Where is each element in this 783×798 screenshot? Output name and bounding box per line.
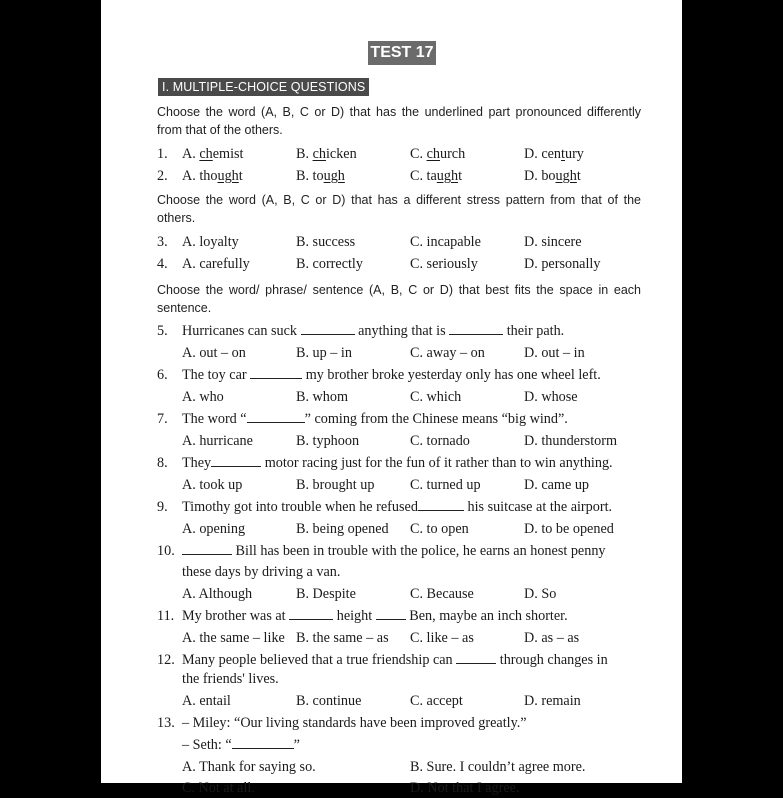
option-12c[interactable]: C. accept	[410, 693, 463, 709]
question-12-stem: Many people believed that a true friendship can through changes in	[182, 652, 608, 668]
option-4d[interactable]: D. personally	[524, 256, 601, 272]
answer-blank	[456, 651, 496, 664]
option-3b[interactable]: B. success	[296, 234, 356, 250]
option-13a[interactable]: A. Thank for saying so.	[182, 759, 316, 775]
option-7b[interactable]: B. typhoon	[296, 433, 360, 449]
option-6d[interactable]: D. whose	[524, 389, 578, 405]
option-8d[interactable]: D. came up	[524, 477, 590, 493]
option-4c[interactable]: C. seriously	[410, 256, 478, 272]
question-6-stem: The toy car my brother broke yesterday only has one wheel left.	[182, 367, 601, 383]
answer-blank	[250, 366, 302, 379]
option-1d[interactable]: D. century	[524, 146, 584, 162]
answer-blank	[449, 322, 503, 335]
option-6b[interactable]: B. whom	[296, 389, 349, 405]
question-13-stem: – Miley: “Our living standards have been improved greatly.”	[182, 715, 527, 731]
option-10d[interactable]: D. So	[524, 586, 557, 602]
option-13b[interactable]: B. Sure. I couldn’t agree more.	[410, 759, 586, 775]
question-9-stem: Timothy got into trouble when he refused his suitcase at the airport.	[182, 499, 613, 515]
option-10b[interactable]: B. Despite	[296, 586, 356, 602]
option-5b[interactable]: B. up – in	[296, 345, 352, 361]
instruction-stress: Choose the word (A, B, C or D) that has a different stress pattern from that of the others.	[157, 193, 641, 225]
option-2d[interactable]: D. bought	[524, 168, 581, 184]
option-1c[interactable]: C. church	[410, 146, 466, 162]
option-2a[interactable]: A. thought	[182, 168, 243, 184]
option-13d[interactable]: D. Not that I agree.	[410, 780, 520, 796]
option-6a[interactable]: A. who	[182, 389, 224, 405]
option-9c[interactable]: C. to open	[410, 521, 469, 537]
option-9b[interactable]: B. being opened	[296, 521, 389, 537]
option-13c[interactable]: C. Not at all.	[182, 780, 255, 796]
option-5a[interactable]: A. out – on	[182, 345, 246, 361]
option-9d[interactable]: D. to be opened	[524, 521, 614, 537]
option-1b[interactable]: B. chicken	[296, 146, 357, 162]
test-page: TEST 17 I. MULTIPLE-CHOICE QUESTIONS Choose the word (A, B, C or D) that has the underlined part pronounced differently from that of the others. 1. A. chemist B. chicken C. church D. century 2. A. thought B. tough C. taught D. bought Choose the word (A, B, C or D) that has a different stress pattern from that of the others. 3. A. loyalty B. success C. incapable D. sincere 4. A. carefully B. correctly C. seriously D. personally Choose the word/ phrase/ sentence (A, B, C or D) that best fits the space in each sentence. 5. Hurricanes can suck anything that is their path. A. out – on B. up – in C. away – on D. out – in 6. The toy car my brother broke yesterday only has one wheel left. A. who B. whom C. which D. whose 7. The word “ ” coming from the Chinese means “big wind”. A. hurricane B. typhoon C. tornado D. thunderstorm 8. They motor racing just for the fun of it rather than to win anything. A. took up B. brought up C. turned up D. came up 9. Timothy got into trouble when he refused his suitcase at the airport. A. opening B. being opened C. to open D. to be opened 10. Bill has been in trouble with the police, he earns an honest penny these days by driving a van. A. Although B. Despite C. Because D. So 11. My brother was at height Ben, maybe an inch shorter. A. the same – like B. the same – as C. like – as D. as – as 12. Many people believed that a true friendship can through changes in the friends' lives. A. entail B. continue C. accept D. remain 13. – Miley: “Our living standards have been improved greatly.” – Seth: “ ” A. Thank for saying so. B. Sure. I couldn’t agree more. C. Not at all. D. Not that I agree.	[101, 0, 682, 783]
answer-blank	[182, 542, 232, 555]
answer-blank	[289, 607, 333, 620]
option-11b[interactable]: B. the same – as	[296, 630, 389, 646]
question-7-stem: The word “ ” coming from the Chinese means “big wind”.	[182, 411, 568, 427]
option-4a[interactable]: A. carefully	[182, 256, 250, 272]
question-5-stem: Hurricanes can suck anything that is their path.	[182, 323, 565, 339]
option-7c[interactable]: C. tornado	[410, 433, 470, 449]
option-7a[interactable]: A. hurricane	[182, 433, 253, 449]
option-8a[interactable]: A. took up	[182, 477, 243, 493]
option-11d[interactable]: D. as – as	[524, 630, 580, 646]
option-3c[interactable]: C. incapable	[410, 234, 481, 250]
option-11c[interactable]: C. like – as	[410, 630, 474, 646]
option-10a[interactable]: A. Although	[182, 586, 253, 602]
option-8c[interactable]: C. turned up	[410, 477, 481, 493]
option-12a[interactable]: A. entail	[182, 693, 231, 709]
option-7d[interactable]: D. thunderstorm	[524, 433, 617, 449]
instruction-pronunciation: Choose the word (A, B, C or D) that has the underlined part pronounced differently from that of the others.	[157, 105, 641, 137]
instruction-fill-gap: Choose the word/ phrase/ sentence (A, B, C or D) that best fits the space in each sentence.	[157, 283, 641, 315]
option-3a[interactable]: A. loyalty	[182, 234, 239, 250]
option-5d[interactable]: D. out – in	[524, 345, 585, 361]
answer-blank	[376, 607, 406, 620]
option-10c[interactable]: C. Because	[410, 586, 474, 602]
option-1a[interactable]: A. chemist	[182, 146, 244, 162]
option-4b[interactable]: B. correctly	[296, 256, 363, 272]
answer-blank	[301, 322, 355, 335]
option-11a[interactable]: A. the same – like	[182, 630, 285, 646]
option-2b[interactable]: B. tough	[296, 168, 345, 184]
question-8-stem: They motor racing just for the fun of it rather than to win anything.	[182, 455, 613, 471]
question-10-stem: Bill has been in trouble with the police, he earns an honest penny	[182, 541, 606, 561]
answer-blank	[211, 454, 261, 467]
option-8b[interactable]: B. brought up	[296, 477, 375, 493]
option-12d[interactable]: D. remain	[524, 693, 581, 709]
option-6c[interactable]: C. which	[410, 389, 462, 405]
option-3d[interactable]: D. sincere	[524, 234, 582, 250]
option-12b[interactable]: B. continue	[296, 693, 362, 709]
question-11-stem: My brother was at height Ben, maybe an inch shorter.	[182, 608, 568, 624]
option-5c[interactable]: C. away – on	[410, 345, 485, 361]
answer-blank	[247, 410, 305, 423]
section-heading: I. MULTIPLE-CHOICE QUESTIONS	[158, 78, 369, 96]
option-9a[interactable]: A. opening	[182, 521, 246, 537]
answer-blank	[418, 498, 464, 511]
option-2c[interactable]: C. taught	[410, 168, 463, 184]
test-title: TEST 17	[368, 41, 436, 65]
answer-blank	[232, 736, 294, 749]
